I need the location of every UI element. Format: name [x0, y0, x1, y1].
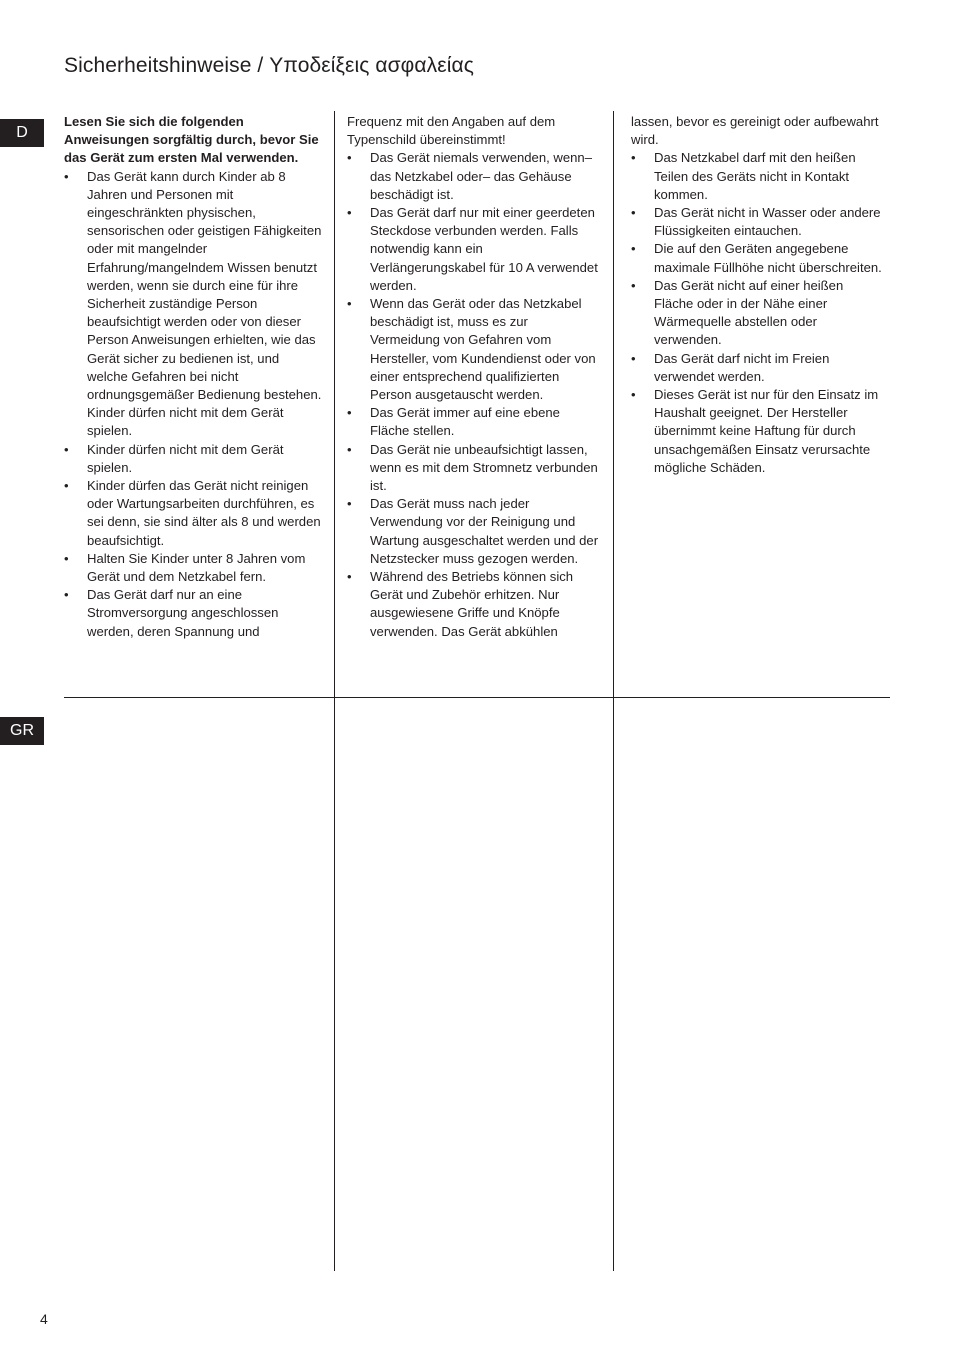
list-item: • Kinder dürfen das Gerät nicht reinigen oder Wartungsarbeiten durchführen, es sei denn, sie sind älter als 8 und werden beaufsichtigt.: [64, 477, 322, 550]
gr-column-2: [335, 697, 614, 1271]
language-tab-gr: GR: [0, 717, 44, 745]
de-intro: Lesen Sie sich die folgenden Anweisungen sorgfältig durch, bevor Sie das Gerät zum ersten Mal verwenden.: [64, 114, 319, 166]
page-title: Sicherheitshinweise / Υποδείξεις ασφαλείας: [64, 54, 474, 78]
list-item: • Dieses Gerät ist nur für den Einsatz im Haushalt geeignet. Der Hersteller übernimmt keine Haftung für durch unsachgemäßen Einsatz verursachte mögliche Schäden.: [631, 386, 885, 477]
list-item: • Das Gerät immer auf eine ebene Fläche stellen.: [347, 404, 601, 440]
language-tab-de: D: [0, 119, 44, 147]
list-item: • Kinder dürfen nicht mit dem Gerät spielen.: [64, 441, 322, 477]
list-item: • Das Gerät kann durch Kinder ab 8 Jahren und Personen mit eingeschränkten physischen, sensorischen oder geistigen Fähigkeiten oder mit mangelnder Erfahrung/mangelndem Wissen benutzt werden, wenn sie durch eine für ihre Sicherheit zuständige Person beaufsichtigt werden oder von dieser Person Anweisungen erhielten, wie das Gerät sicher zu bedienen ist, und welche Gefahren bei nicht ordnungsgemäßer Bedienung bestehen. Kinder dürfen nicht mit dem Gerät spielen.: [64, 168, 322, 441]
list-item: • Die auf den Geräten angegebene maximale Füllhöhe nicht überschreiten.: [631, 240, 885, 276]
de-column-1: [64, 111, 335, 697]
de-col3-list: [631, 149, 885, 477]
safety-section-de: [64, 111, 890, 698]
safety-section-gr: [64, 697, 890, 1271]
list-item: • Das Gerät nicht in Wasser oder andere Flüssigkeiten eintauchen.: [631, 204, 885, 240]
list-item: • Das Gerät darf nur an eine Stromversorgung angeschlossen werden, deren Spannung und: [64, 586, 322, 641]
list-item: • Während des Betriebs können sich Gerät und Zubehör erhitzen. Nur ausgewiesene Griffe und Knöpfe verwenden. Das Gerät abkühlen: [347, 568, 601, 641]
list-item: • Das Gerät darf nur mit einer geerdeten Steckdose verbunden werden. Falls notwendig kann ein Verlängerungskabel für 10 A verwendet werden.: [347, 204, 601, 295]
list-item: • Das Gerät nicht auf einer heißen Fläche oder in der Nähe einer Wärmequelle abstellen oder verwenden.: [631, 277, 885, 350]
gr-column-3: [619, 697, 885, 1271]
gr-column-1: [64, 697, 335, 1271]
de-col1-list: [64, 168, 322, 641]
de-column-3: [619, 111, 885, 697]
de-col2-list: [347, 149, 601, 640]
list-item: • Halten Sie Kinder unter 8 Jahren vom Gerät und dem Netzkabel fern.: [64, 550, 322, 586]
de-col2-continuation: Frequenz mit den Angaben auf dem Typenschild übereinstimmt!: [347, 114, 556, 148]
de-col3-continuation: lassen, bevor es gereinigt oder aufbewahrt wird.: [631, 114, 879, 148]
list-item: • Wenn das Gerät oder das Netzkabel beschädigt ist, muss es zur Vermeidung von Gefahren vom Hersteller, vom Kundendienst oder von einer entsprechend qualifizierten Person ausgetauscht werden.: [347, 295, 601, 404]
de-column-2: [335, 111, 614, 697]
list-item: • Das Gerät darf nicht im Freien verwendet werden.: [631, 350, 885, 386]
list-item: • Das Gerät nie unbeaufsichtigt lassen, wenn es mit dem Stromnetz verbunden ist.: [347, 441, 601, 496]
list-item: • Das Netzkabel darf mit den heißen Teilen des Geräts nicht in Kontakt kommen.: [631, 149, 885, 204]
list-item: • Das Gerät niemals verwenden, wenn– das Netzkabel oder– das Gehäuse beschädigt ist.: [347, 149, 601, 204]
page-number: 4: [40, 1311, 48, 1327]
list-item: • Das Gerät muss nach jeder Verwendung vor der Reinigung und Wartung ausgeschaltet werden und der Netzstecker muss gezogen werden.: [347, 495, 601, 568]
